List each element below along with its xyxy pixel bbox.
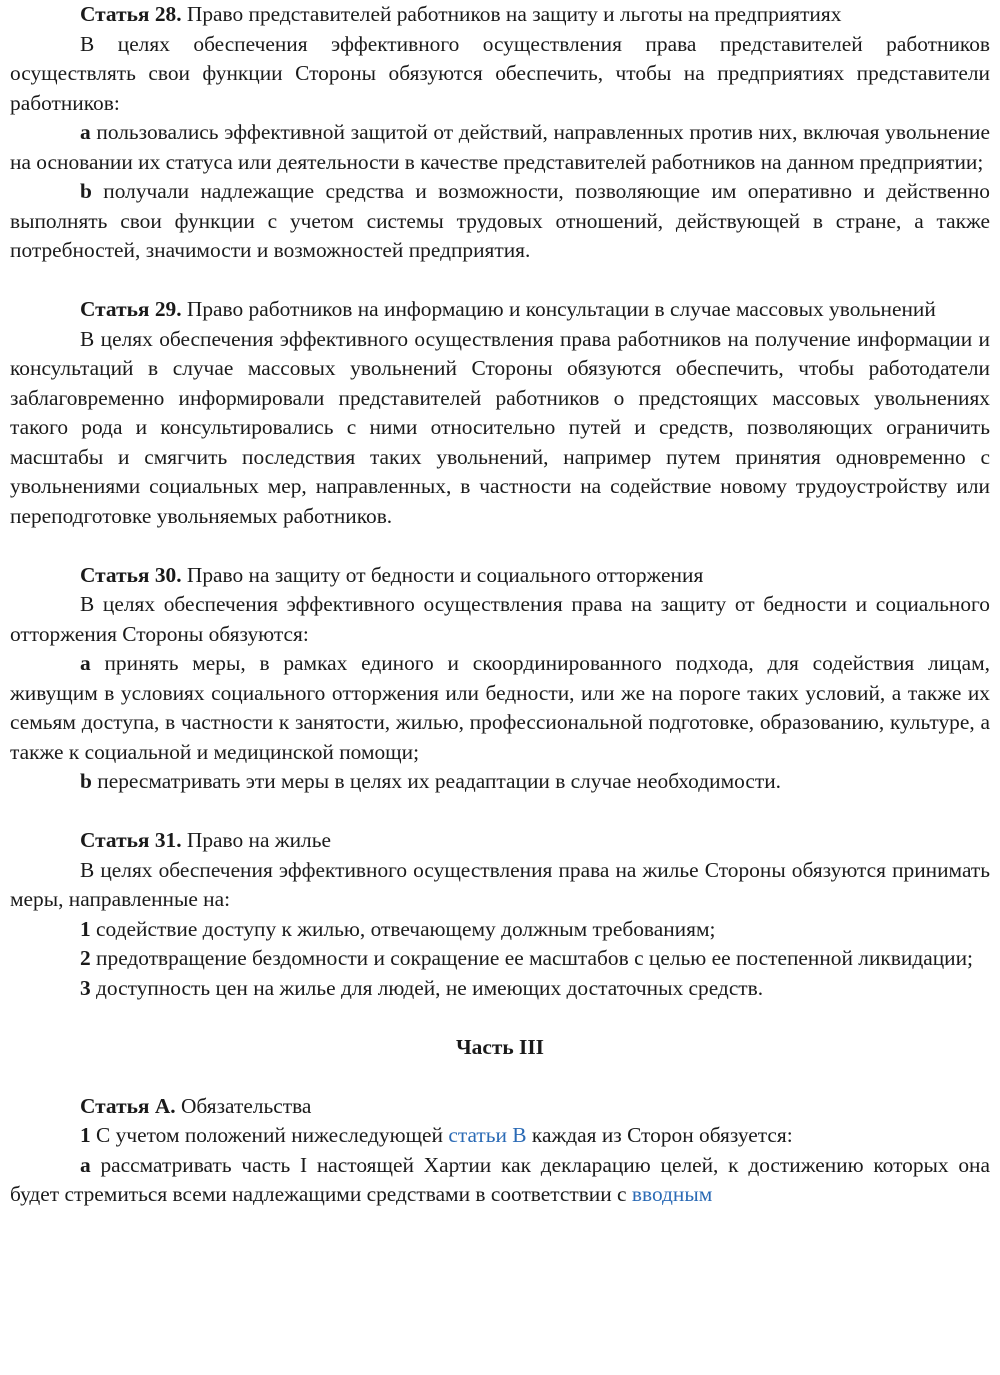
article-28-number: Статья 28. [80,2,182,26]
item-label: a [80,1152,91,1177]
item-text: пересматривать эти меры в целях их реадаптации в случае необходимости. [91,769,781,793]
article-31-item-1 [10,915,990,945]
article-a-para-1 [10,1121,990,1151]
spacer [10,1062,990,1092]
item-label: 1 [80,916,91,941]
introductory-link[interactable]: вводным [631,1182,713,1206]
article-a-title: Обязательства [175,1093,312,1118]
article-30-heading [10,561,990,591]
article-30-item-a [10,649,990,767]
article-28-title: Право представителей работников на защиту и льготы на предприятиях [181,2,842,26]
article-29-intro: В целях обеспечения эффективного осуществления права работников на получение информации и консультаций в случае массовых увольнений Стороны обязуются обеспечить, чтобы работодатели заблаговременно информировали представителей работников о предстоящих массовых увольнениях такого рода и консультировались с ними относительно путей и средств, позволяющих ограничить масштабы и смягчить последствия таких увольнений, например путем принятия одновременно с увольнениями социальных мер, направленных, в частности на содействие новому трудоустройству или переподготовке увольняемых работников. [10,326,990,528]
spacer [10,797,990,827]
article-a-item-a [10,1151,990,1210]
item-label: b [80,769,92,793]
article-31-item-2 [10,944,990,974]
para-text: С учетом положений нижеследующей [90,1123,449,1147]
article-31-heading [10,826,990,856]
article-30-title: Право на защиту от бедности и социального отторжения [181,562,704,587]
article-29-title: Право работников на информацию и консультации в случае массовых увольнений [181,297,936,321]
item-label: 1 [80,1123,91,1147]
spacer [10,266,990,296]
article-30-number: Статья 30. [80,562,182,587]
article-31-title: Право на жилье [181,828,331,852]
item-label: 2 [80,946,91,970]
para-text: каждая из Сторон обязуется: [526,1123,793,1147]
article-a-heading [10,1092,990,1122]
item-text: доступность цен на жилье для людей, не имеющих достаточных средств. [90,975,764,1000]
item-label: a [80,651,91,675]
article-29-number: Статья 29. [80,297,182,321]
article-31-item-3 [10,974,990,1004]
item-label: a [80,120,91,144]
item-label: b [80,179,92,203]
item-text: рассматривать часть I настоящей Хартии как декларацию целей, к достижению которых она будет стремиться всеми надлежащими средствами в соответствии с [10,1152,990,1206]
article-a-number: Статья А. [80,1093,176,1118]
article-28-item-a [10,118,990,177]
article-30-item-b [10,767,990,797]
item-text: получали надлежащие средства и возможности, позволяющие им оперативно и действенно выполнять свои функции с учетом системы трудовых отношений, действующей в стране, а также потребностей, значимости и возможностей предприятия. [10,179,990,262]
item-text: предотвращение бездомности и сокращение ее масштабов с целью ее постепенной ликвидации; [90,946,974,970]
part-3-title: Часть III [455,1034,545,1059]
article-28-heading [10,0,990,30]
spacer [10,531,990,561]
item-text: пользовались эффективной защитой от действий, направленных против них, включая увольнение на основании их статуса или деятельности в качестве представителей работников на данном предприятии; [10,120,990,174]
article-30-intro: В целях обеспечения эффективного осуществления права на защиту от бедности и социального отторжения Стороны обязуются: [10,592,990,646]
article-28-item-b [10,177,990,266]
article-29-heading [10,295,990,325]
item-text: содействие доступу к жилью, отвечающему должным требованиям; [90,916,716,941]
document-page [10,0,990,1375]
spacer [10,1003,990,1033]
article-28-intro: В целях обеспечения эффективного осуществления права представителей работников осуществлять свои функции Стороны обязуются обеспечить, чтобы на предприятиях представители работников: [10,31,990,115]
article-31-number: Статья 31. [80,828,182,852]
article-31-intro: В целях обеспечения эффективного осуществления права на жилье Стороны обязуются принимать меры, направленные на: [10,857,990,911]
item-label: 3 [80,975,91,1000]
item-text: принять меры, в рамках единого и скоординированного подхода, для содействия лицам, живущим в условиях социального отторжения или бедности, или же на пороге таких условий, а также их семьям доступа, в частности к занятости, жилью, профессиональной подготовке, образованию, культуре, а также к социальной и медицинской помощи; [10,651,990,764]
article-b-link[interactable]: статьи В [448,1123,527,1147]
